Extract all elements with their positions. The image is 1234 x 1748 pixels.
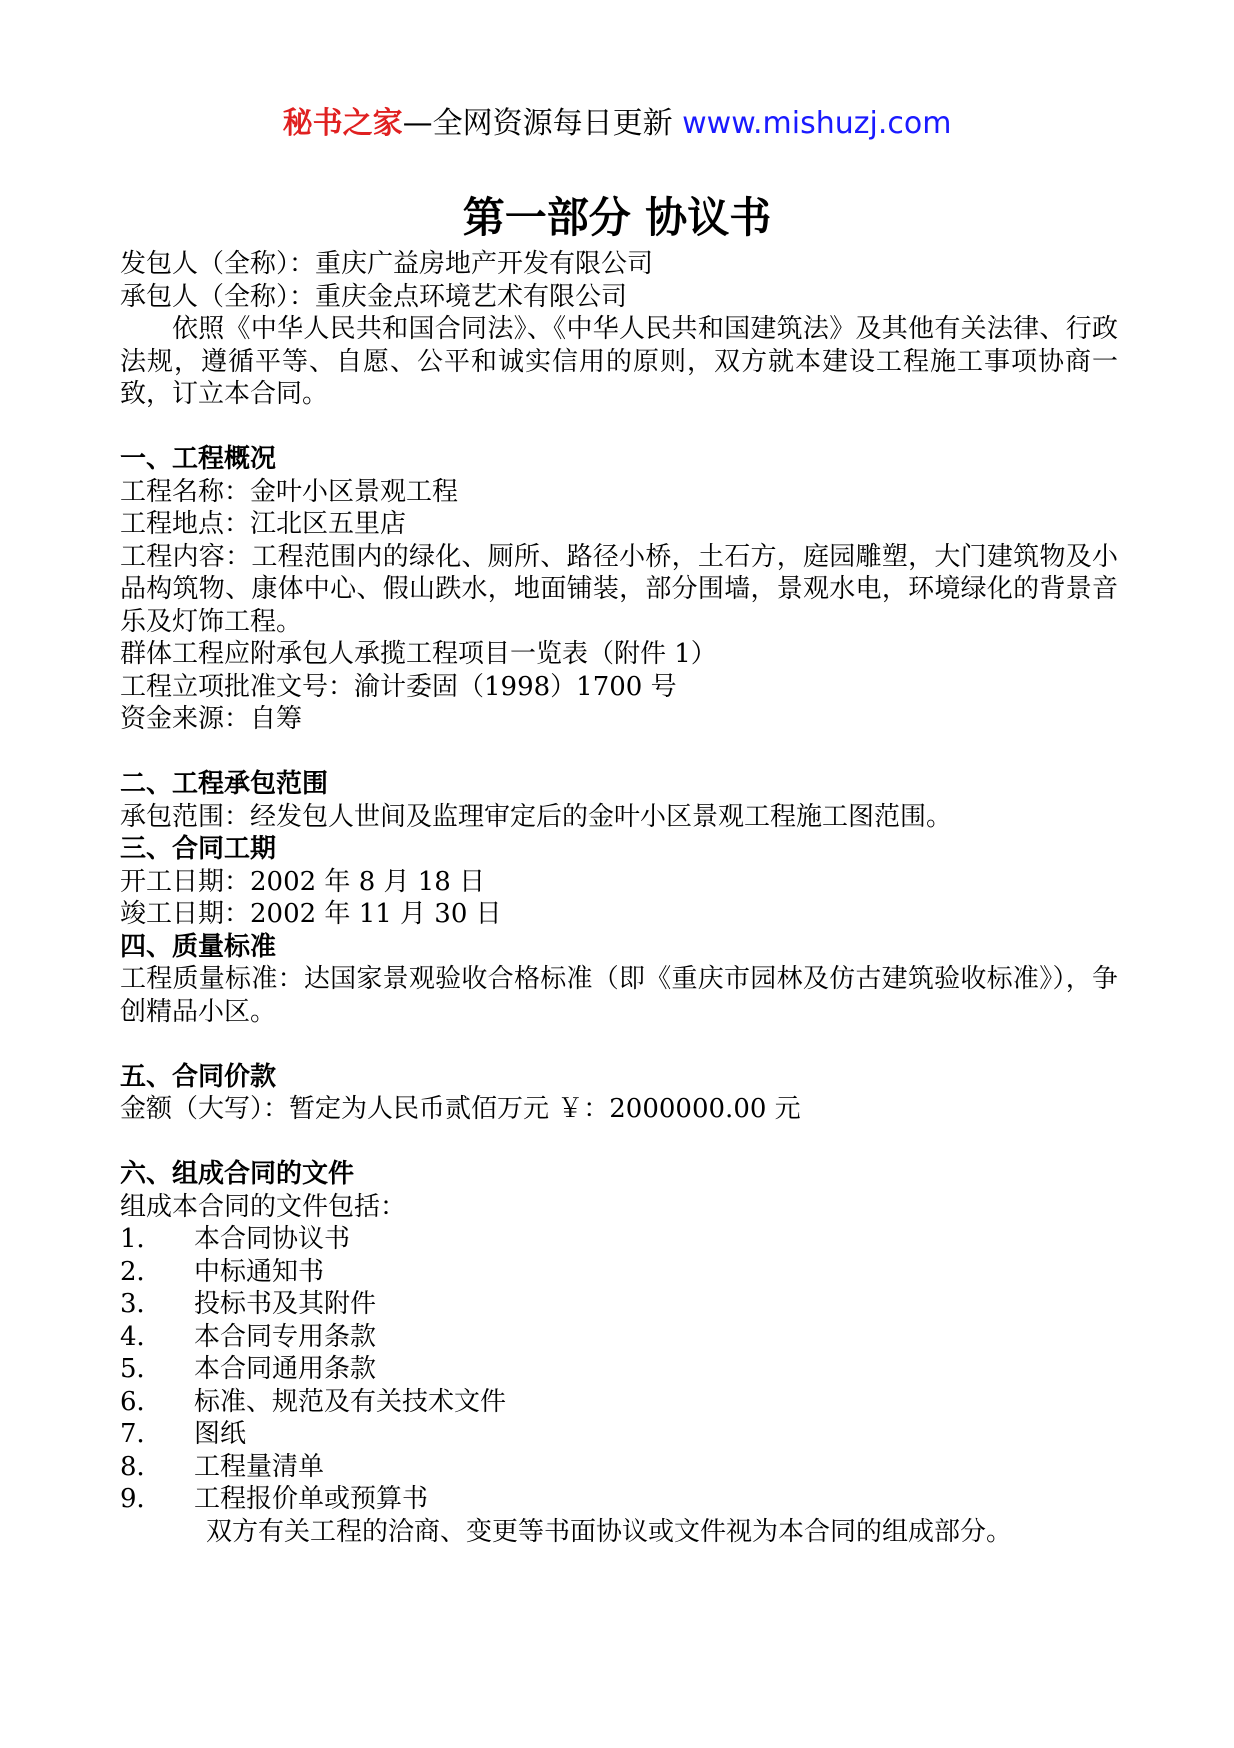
approval-number: 工程立项批准文号：渝计委固（1998）1700 号 xyxy=(120,671,677,702)
list-item-text: 图纸 xyxy=(194,1419,247,1449)
section-5-heading: 五、合同价款 xyxy=(120,1061,277,1092)
list-item-text: 本合同协议书 xyxy=(194,1224,351,1254)
page-title: 第一部分 协议书 xyxy=(462,193,772,242)
list-item-number: 7． xyxy=(120,1419,163,1449)
contract-scope: 承包范围：经发包人世间及监理审定后的金叶小区景观工程施工图范围。 xyxy=(120,801,953,832)
list-item xyxy=(120,1256,1118,1289)
project-name: 工程名称：金叶小区景观工程 xyxy=(120,476,459,507)
list-item xyxy=(120,1321,1118,1354)
list-item-text: 工程报价单或预算书 xyxy=(194,1484,429,1514)
list-item-number: 8． xyxy=(120,1451,163,1482)
quality-standard: 工程质量标准：达国家景观验收合格标准（即《重庆市园林及仿古建筑验收标准》），争创精品小区。 xyxy=(120,964,1118,1027)
site-banner xyxy=(0,104,1234,144)
spacer xyxy=(120,736,1118,769)
list-item xyxy=(120,1483,1118,1516)
list-item-number: 9． xyxy=(120,1484,163,1514)
list-item xyxy=(120,1223,1118,1256)
banner-url-link[interactable]: www.mishuzj.com xyxy=(682,106,952,141)
end-date: 竣工日期：2002 年 11 月 30 日 xyxy=(120,899,502,929)
contractor-line: 承包人（全称）：重庆金点环境艺术有限公司 xyxy=(120,281,628,312)
list-item-text: 本合同专用条款 xyxy=(194,1321,377,1352)
project-content: 工程内容：工程范围内的绿化、厕所、路径小桥，土石方，庭园雕塑，大门建筑物及小品构筑物、康体中心、假山跌水，地面铺装，部分围墙，景观水电，环境绿化的背景音乐及灯饰工程。 xyxy=(120,541,1118,637)
documents-list xyxy=(120,1223,1118,1516)
list-item xyxy=(120,1418,1118,1451)
section-6-heading: 六、组成合同的文件 xyxy=(120,1159,355,1189)
spacer xyxy=(120,1028,1118,1061)
list-item xyxy=(120,1386,1118,1419)
contract-amount: 金额（大写）：暂定为人民币贰佰万元 ￥：2000000.00 元 xyxy=(120,1094,801,1124)
section-3-heading: 三、合同工期 xyxy=(120,834,277,864)
spacer xyxy=(120,411,1118,444)
list-item-text: 工程量清单 xyxy=(194,1451,325,1482)
group-project-note: 群体工程应附承包人承揽工程项目一览表（附件 1） xyxy=(120,639,717,669)
intro-paragraph: 依照《中华人民共和国合同法》、《中华人民共和国建筑法》及其他有关法律、行政法规，遵循平等、自愿、公平和诚实信用的原则，双方就本建设工程施工事项协商一致，订立本合同。 xyxy=(120,314,1118,409)
list-item xyxy=(120,1451,1118,1484)
list-item-text: 本合同通用条款 xyxy=(194,1354,377,1384)
banner-slogan: —全网资源每日更新 xyxy=(402,106,673,141)
closing-statement: 双方有关工程的洽商、变更等书面协议或文件视为本合同的组成部分。 xyxy=(206,1516,1013,1547)
list-item-number: 6． xyxy=(120,1386,163,1417)
section-4-heading: 四、质量标准 xyxy=(120,931,277,962)
documents-lead: 组成本合同的文件包括： xyxy=(120,1191,407,1222)
start-date: 开工日期：2002 年 8 月 18 日 xyxy=(120,866,486,897)
list-item-number: 5． xyxy=(120,1354,163,1384)
spacer xyxy=(120,1126,1118,1159)
section-1-heading: 一、工程概况 xyxy=(120,444,277,474)
list-item-text: 投标书及其附件 xyxy=(194,1289,377,1319)
list-item xyxy=(120,1353,1118,1386)
list-item-text: 中标通知书 xyxy=(194,1256,325,1287)
list-item-number: 1． xyxy=(120,1224,163,1254)
list-item xyxy=(120,1288,1118,1321)
list-item-number: 4． xyxy=(120,1321,163,1352)
project-location: 工程地点：江北区五里店 xyxy=(120,509,407,539)
document-body xyxy=(120,248,1118,1548)
list-item-number: 3． xyxy=(120,1289,163,1319)
employer-line: 发包人（全称）：重庆广益房地产开发有限公司 xyxy=(120,249,654,279)
funding-source: 资金来源：自筹 xyxy=(120,704,303,734)
list-item-number: 2． xyxy=(120,1256,163,1287)
section-2-heading: 二、工程承包范围 xyxy=(120,769,329,799)
list-item-text: 标准、规范及有关技术文件 xyxy=(194,1386,507,1417)
brand-name: 秘书之家 xyxy=(282,106,403,141)
